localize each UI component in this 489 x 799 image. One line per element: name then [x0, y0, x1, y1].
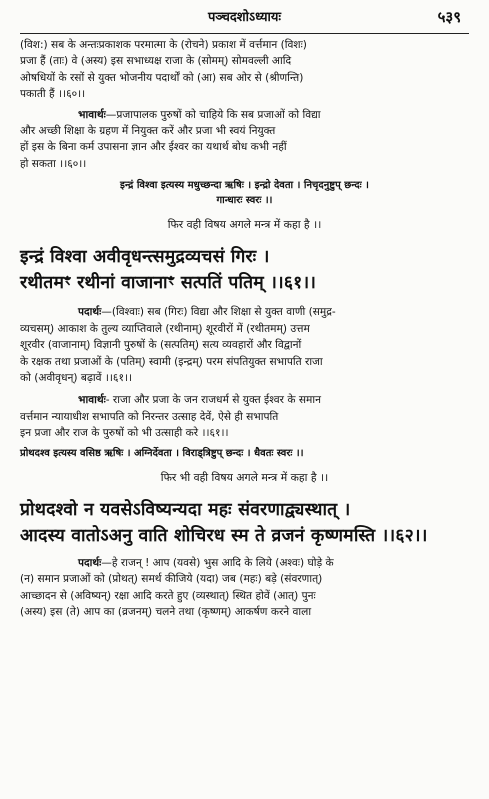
header-rule [20, 33, 469, 34]
text-line: और अच्छी शिक्षा के ग्रहण में नियुक्त करें और प्रजा भी स्वयं नियुक्त [20, 125, 276, 138]
commentary-60-continuation [20, 37, 469, 103]
rishi-devata-62: प्रोथदश्व इत्यस्य वसिष्ठ ऋषिः । अग्निर्देवता । विराड्त्रिष्टुप् छन्दः । धैवतः स्वरः ।। [20, 447, 304, 459]
mantra-61 [20, 244, 469, 296]
meta-line: इन्द्रं विश्वा इत्यस्य मधुच्छन्दा ऋषिः । इन्द्रो देवता । निचृदनुष्टुप् छन्दः । [120, 180, 369, 192]
bhavartha-60 [20, 107, 469, 173]
text-line: प्रजा हैं (ताः) वे (अस्य) इस सभाध्यक्ष राजा के (सोमम्) सोमवल्ली आदि [20, 55, 292, 68]
text-line: (विश:) सब के अन्तःप्रकाशक परमात्मा के (रोचने) प्रकाश में वर्त्तमान (विशः) [20, 39, 307, 51]
text-line [20, 107, 469, 123]
bhavartha-label: भावार्थः [78, 394, 106, 407]
intro-62: फिर भी वही विषय अगले मन्त्र में कहा है ।। [160, 470, 329, 484]
text-line: आच्छादन से (अविष्यन्) रक्षा आदि करते हुए (व्यस्थात्) स्थित होवें (आत्) पुनः [20, 589, 316, 602]
text-line: के रक्षक तथा प्रजाओं के (पतिम्) स्वामी (इन्द्रम्) परम संपतियुक्त सभापति राजा [20, 355, 323, 368]
bhavartha-61 [20, 392, 469, 441]
page-header [28, 9, 461, 31]
text-span: - राजा और प्रजा के जन राजधर्म से युक्त ईश्वर के समान [105, 394, 321, 407]
padartha-label: पदार्थः [78, 306, 102, 319]
text-line: शूरवीर (वाजानाम्) विज्ञानी पुरुषों के (सत्पतिम्) सत्य व्यवहारों और विद्वानों [20, 339, 302, 352]
text-line: इन प्रजा और राज के पुरुषों को भी उत्साही करे ।।६१।। [20, 427, 229, 440]
mantra-62 [20, 497, 469, 549]
bhavartha-label: भावार्थः [78, 108, 106, 121]
text-line: (न) समान प्रजाओं को (प्रोथत्) समर्थ कीजिये (यदा) जब (महः) बड़े (संवरणात्) [20, 573, 323, 586]
text-line [20, 555, 469, 571]
mantra-line: आदस्य वातोऽअनु वाति शोचिरध स्म ते व्रजनं कृष्णमस्ति ।।६२।। [20, 525, 428, 546]
padartha-label: पदार्थः [78, 556, 102, 569]
rishi-devata-61 [20, 178, 469, 208]
mantra-line: इन्द्रं विश्वा अवीवृधन्त्समुद्रव्यचसं गिरः । [20, 247, 270, 268]
mantra-line: प्रोथदश्वो न यवसेऽविष्यन्यदा महः संवरणाद्व्यस्थात् । [20, 499, 351, 520]
page-number: ५३९ [437, 8, 461, 26]
text-span: —हे राजन् ! आप (यवसे) भुस आदि के लिये (अश्वः) घोड़े के [101, 556, 334, 569]
meta-line: गान्धारः स्वरः ।। [216, 195, 273, 207]
text-line: को (अवीवृधन्) बढ़ावें ।।६१।। [20, 372, 132, 385]
padartha-61 [20, 304, 469, 386]
text-line: ओषधियों के रसों से युक्त भोजनीय पदार्थों को (आ) सब ओर से (श्रीणन्ति) [20, 71, 304, 84]
chapter-title: पञ्चदशोऽध्यायः [207, 10, 282, 25]
text-line: हों इस के बिना कर्म उपासना ज्ञान और ईश्वर का यथार्थ बोध कभी नहीं [20, 141, 287, 154]
text-line: व्यचसम्) आकाश के तुल्य व्याप्तिवाले (रथीनाम्) शूरवीरों में (रथीतमम्) उत्तम [20, 322, 310, 335]
text-line [20, 392, 469, 408]
text-line: (अस्य) इस (ते) आप का (व्रजनम्) चलने तथा (कृष्णम्) आकर्षण करने वाला [20, 606, 312, 619]
text-span: —प्रजापालक पुरुषों को चाहिये कि सब प्रजाओं को विद्या [105, 108, 321, 121]
intro-61: फिर वही विषय अगले मन्त्र में कहा है ।। [167, 218, 322, 232]
page-body [20, 37, 469, 621]
text-line: हो सकता ।।६०।। [20, 157, 87, 170]
text-line: पकाती हैं ।।६०।। [20, 88, 86, 101]
text-span: —(विश्वाः) सब (गिरः) विद्या और शिक्षा से युक्त वाणी (समुद्र- [101, 306, 336, 319]
text-line [20, 304, 469, 320]
mantra-line: रथीतमꣳ रथीनां वाजानाꣳ सत्पतिं पतिम् ।।६१।। [20, 273, 317, 294]
padartha-62 [20, 555, 469, 621]
text-line: वर्त्तमान न्यायाधीश सभापति को निरन्तर उत्साह देवें, ऐसे ही सभापति [20, 410, 279, 423]
